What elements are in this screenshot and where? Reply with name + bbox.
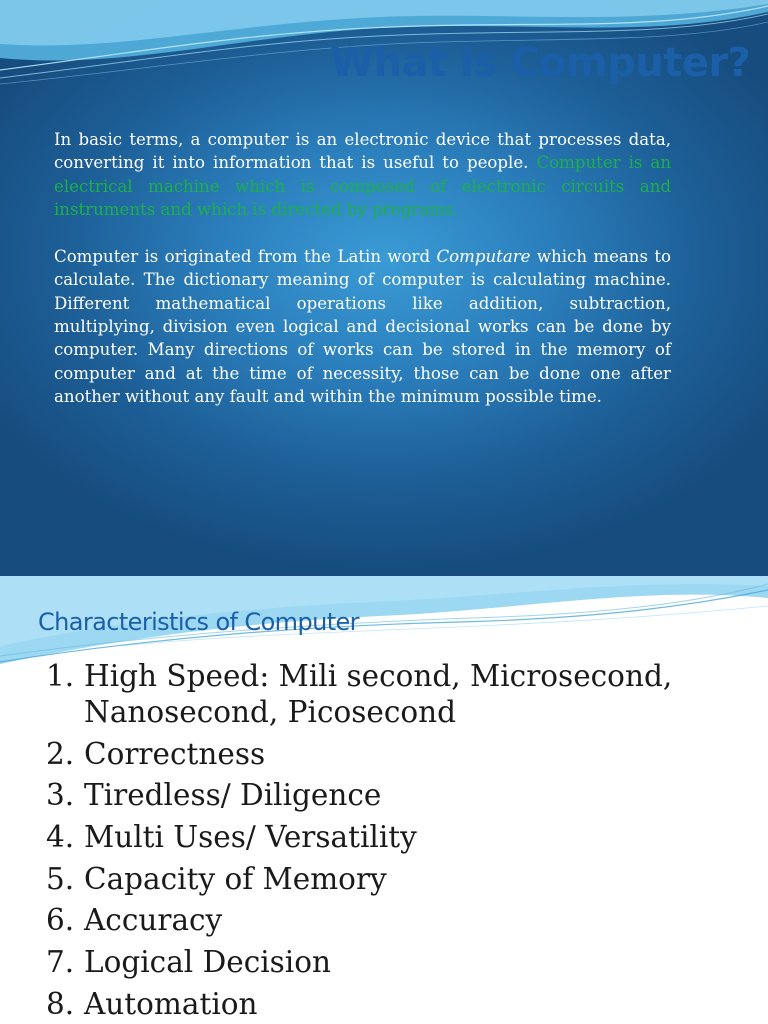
characteristics-list <box>46 658 746 1024</box>
list-number: 2. <box>46 736 75 771</box>
slide-title: Characteristics of Computer <box>38 608 359 636</box>
list-number: 8. <box>46 986 75 1021</box>
list-number: 7. <box>46 945 75 980</box>
list-text: Tiredless/ Diligence <box>84 778 382 813</box>
list-number: 6. <box>46 903 75 938</box>
origin-paragraph <box>54 245 671 408</box>
list-text: Correctness <box>84 736 266 771</box>
list-number: 4. <box>46 820 75 855</box>
list-item <box>46 658 746 730</box>
list-item <box>46 736 746 772</box>
latin-word: Computare <box>436 247 531 267</box>
slide-characteristics <box>0 576 768 1024</box>
origin-text-rest: which means to calculate. The dictionary meaning of computer is calculating machine. Different mathematical operations like addition, subtraction, multiplying, division even logical and decisional works can be done by computer. Many directions of works can be stored in the memory of computer and at the time of necessity, those can be done one after another without any fault and within the minimum possible time. <box>54 247 671 406</box>
list-item <box>46 777 746 813</box>
list-text: High Speed: Mili second, Microsecond, Nanosecond, Picosecond <box>84 659 673 729</box>
origin-text-start: Computer is originated from the Latin word <box>54 247 431 267</box>
list-number: 5. <box>46 861 75 896</box>
list-item <box>46 944 746 980</box>
definition-highlight: Computer is an electrical machine which is composed of electronic circuits and instruments and which is directed by programs. <box>54 153 672 219</box>
definition-text: In basic terms, a computer is an electronic device that processes data, converting it into information that is useful to people. <box>54 130 671 173</box>
list-item <box>46 819 746 855</box>
list-text: Automation <box>84 986 258 1021</box>
list-text: Multi Uses/ Versatility <box>84 820 417 855</box>
definition-paragraph <box>54 128 671 221</box>
list-number: 1. <box>46 659 75 693</box>
slide-body <box>54 128 671 432</box>
list-text: Logical Decision <box>84 945 331 980</box>
list-text: Capacity of Memory <box>84 861 387 896</box>
slide-title: What is Computer? <box>330 40 751 86</box>
list-item <box>46 902 746 938</box>
list-text: Accuracy <box>84 903 223 938</box>
list-number: 3. <box>46 778 75 813</box>
list-item <box>46 986 746 1022</box>
list-item <box>46 861 746 897</box>
